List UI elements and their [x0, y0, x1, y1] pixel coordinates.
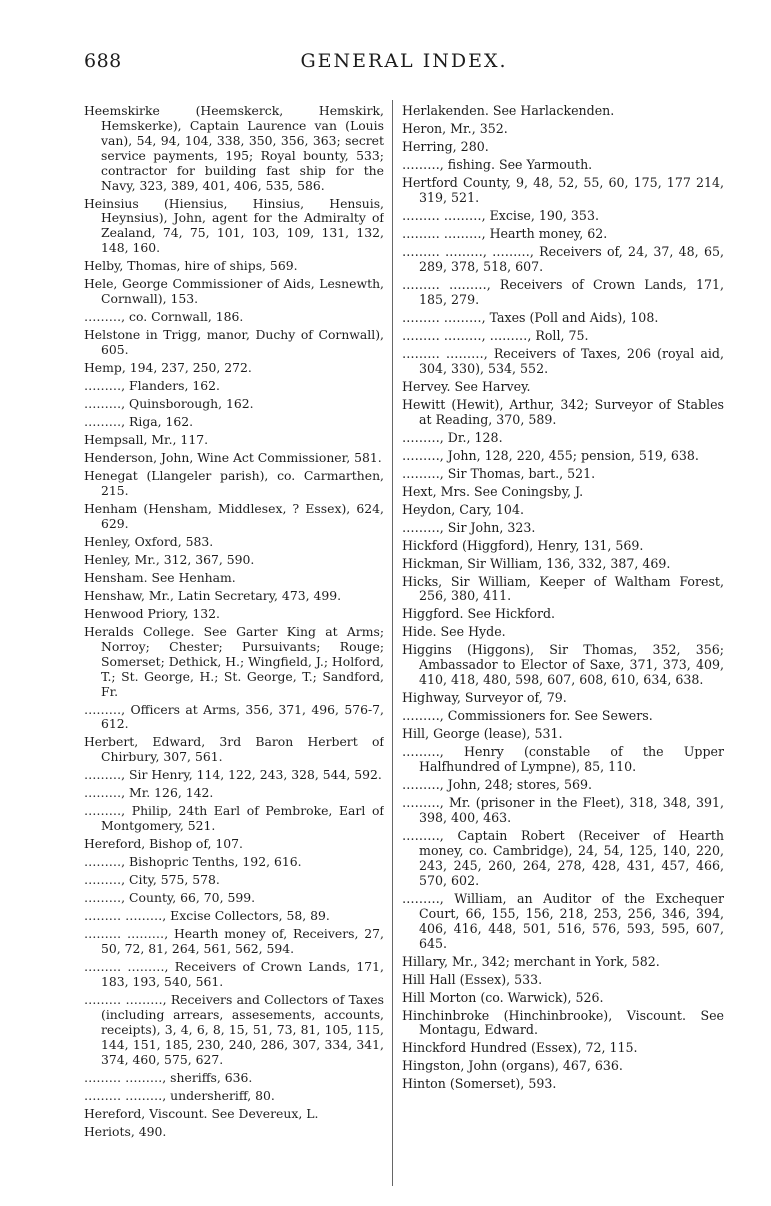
index-entry: Henwood Priory, 132.: [84, 605, 220, 621]
index-entry: ………, co. Cornwall, 186.: [84, 309, 244, 325]
page-header: [84, 50, 724, 80]
index-entry: Hext, Mrs. See Coningsby, J.: [402, 483, 584, 499]
index-entry: ………, Mr. 126, 142.: [84, 785, 214, 801]
page-title: GENERAL INDEX.: [300, 50, 508, 72]
index-entry: Hill Morton (co. Warwick), 526.: [402, 989, 604, 1005]
index-entry: Henshaw, Mr., Latin Secretary, 473, 499.: [84, 587, 342, 603]
index-entry: ……… ………, ………, Roll, 75.: [402, 327, 589, 343]
index-entry: ……… ………, Excise, 190, 353.: [402, 207, 599, 223]
index-entry: ………, Quinsborough, 162.: [84, 396, 254, 412]
index-entry: Henderson, John, Wine Act Commissioner, 581.: [84, 450, 382, 466]
index-entry: Henley, Oxford, 583.: [84, 533, 214, 549]
index-entry: ………, Commissioners for. See Sewers.: [402, 708, 653, 724]
index-entry: ………, Henry (constable of the Upper Halfhundred of Lympne), 85, 110.: [402, 744, 724, 775]
index-entry: Herring, 280.: [402, 139, 489, 154]
index-entry: Herlakenden. See Harlackenden.: [402, 104, 615, 118]
index-entry: ………, City, 575, 578.: [84, 872, 220, 888]
index-entry: Hensham. See Henham.: [84, 569, 236, 585]
index-entry: Hertford County, 9, 48, 52, 55, 60, 175, 177 214, 319, 521.: [402, 175, 724, 205]
index-entry: ………, Bishopric Tenths, 192, 616.: [84, 854, 302, 870]
index-entry: ……… ………, Receivers of Taxes, 206 (royal aid, 304, 330), 534, 552.: [402, 345, 724, 376]
index-entry: ………, Captain Robert (Receiver of Hearth money, co. Cambridge), 24, 54, 125, 140, 220, 243, 245, 260, 264, 278, 428, 431, 457, 466, 570, 602.: [402, 828, 724, 888]
index-entry: Hervey. See Harvey.: [402, 378, 531, 394]
index-entry: Hill Hall (Essex), 533.: [402, 971, 543, 987]
index-entry: ………, Officers at Arms, 356, 371, 496, 576-7, 612.: [84, 701, 384, 732]
index-entry: ………, Mr. (prisoner in the Fleet), 318, 348, 391, 398, 400, 463.: [402, 795, 724, 826]
index-entry: ………, Sir Thomas, bart., 521.: [402, 465, 596, 481]
index-entry: Hingston, John (organs), 467, 636.: [402, 1058, 623, 1074]
index-entry: Highway, Surveyor of, 79.: [402, 690, 567, 706]
index-entry: Hill, George (lease), 531.: [402, 726, 563, 742]
index-entry: ………, Riga, 162.: [84, 414, 194, 430]
index-entry: Hele, George Commissioner of Aids, Lesnewth, Cornwall), 153.: [84, 276, 384, 307]
index-entry: Helby, Thomas, hire of ships, 569.: [84, 258, 298, 274]
index-entry: Hide. See Hyde.: [402, 624, 506, 640]
index-entry: ………, Sir Henry, 114, 122, 243, 328, 544, 592.: [84, 767, 382, 783]
index-entry: Hewitt (Hewit), Arthur, 342; Surveyor of Stables at Reading, 370, 589.: [402, 396, 724, 427]
index-entry: ……… ………, Excise Collectors, 58, 89.: [84, 908, 330, 924]
index-entry: ……… ………, Receivers and Collectors of Taxes (including arrears, assesements, accounts, receipts), 3, 4, 6, 8, 15, 51, 73, 81, 105, 115, 144, 151, 185, 230, 240, 286, 307, 334, 341, 374, 460, 575, 627.: [84, 992, 384, 1067]
index-entry: Heriots, 490.: [84, 1123, 167, 1139]
index-entry: Henley, Mr., 312, 367, 590.: [84, 551, 255, 567]
index-entry: ……… ………, Hearth money of, Receivers, 27, 50, 72, 81, 264, 561, 562, 594.: [84, 926, 384, 957]
index-entry: Hempsall, Mr., 117.: [84, 432, 209, 448]
index-entry: Hereford, Bishop of, 107.: [84, 836, 243, 852]
index-entry: ……… ………, ………, Receivers of, 24, 37, 48, 65, 289, 378, 518, 607.: [402, 243, 724, 274]
index-entry: Hinchinbroke (Hinchinbrooke), Viscount. See Montagu, Edward.: [402, 1007, 724, 1038]
index-entry: Heralds College. See Garter King at Arms; Norroy; Chester; Pursuivants; Rouge; Somerset; Dethick, H.; Wingfield, J.; Holford, T.; St. George, H.; St. George, T.; Sandford, Fr.: [84, 623, 384, 699]
index-entry: ……… ………, Receivers of Crown Lands, 171, 183, 193, 540, 561.: [84, 959, 384, 990]
index-entry: Hinckford Hundred (Essex), 72, 115.: [402, 1040, 638, 1056]
index-entry: Higgins (Higgons), Sir Thomas, 352, 356; Ambassador to Elector of Saxe, 371, 373, 409, 410, 418, 480, 598, 607, 608, 610, 634, 638.: [402, 642, 724, 688]
index-column-right: [402, 104, 724, 1184]
index-entry: Herbert, Edward, 3rd Baron Herbert of Chirbury, 307, 561.: [84, 734, 384, 765]
index-entry: Hicks, Sir William, Keeper of Waltham Forest, 256, 380, 411.: [402, 573, 724, 604]
index-entry: Helstone in Trigg, manor, Duchy of Cornwall), 605.: [84, 327, 384, 358]
index-entry: Heydon, Cary, 104.: [402, 501, 524, 517]
index-entry: Hereford, Viscount. See Devereux, L.: [84, 1105, 319, 1121]
index-entry: Heinsius (Hiensius, Hinsius, Hensuis, Heynsius), John, agent for the Admiralty of Zealand, 74, 75, 101, 103, 109, 131, 132, 148, 160.: [84, 195, 384, 256]
index-entry: Hinton (Somerset), 593.: [402, 1076, 557, 1092]
index-entry: Henham (Hensham, Middlesex, ? Essex), 624, 629.: [84, 500, 384, 531]
index-entry: ………, John, 128, 220, 455; pension, 519, 638.: [402, 447, 699, 463]
page-number: 688: [84, 50, 122, 72]
index-entry: ……… ………, Taxes (Poll and Aids), 108.: [402, 309, 659, 325]
index-entry: ………, William, an Auditor of the Exchequer Court, 66, 155, 156, 218, 253, 256, 346, 394, 406, 416, 448, 501, 516, 576, 593, 595, 607, 645.: [402, 890, 724, 951]
index-entry: ……… ………, sheriffs, 636.: [84, 1069, 253, 1085]
index-entry: ………, Dr., 128.: [402, 429, 503, 445]
column-divider: [392, 100, 393, 1186]
index-entry: Hemp, 194, 237, 250, 272.: [84, 360, 252, 376]
index-entry: ……… ………, Hearth money, 62.: [402, 225, 608, 241]
index-entry: ………, John, 248; stores, 569.: [402, 777, 593, 793]
index-entry: ………, County, 66, 70, 599.: [84, 890, 256, 906]
index-entry: Heemskirke (Heemskerck, Hemskirk, Hemskerke), Captain Laurence van (Louis van), 54, 94, 104, 338, 350, 356, 363; secret service payments, 195; Royal bounty, 533; contractor for building fast ship for the Navy, 323, 389, 401, 406, 535, 586.: [84, 104, 384, 193]
index-entry: ………, Flanders, 162.: [84, 378, 220, 394]
index-entry: Higgford. See Hickford.: [402, 606, 556, 622]
index-entry: ………, Philip, 24th Earl of Pembroke, Earl of Montgomery, 521.: [84, 803, 384, 834]
index-entry: ………, fishing. See Yarmouth.: [402, 157, 593, 172]
index-entry: Hillary, Mr., 342; merchant in York, 582.: [402, 953, 660, 969]
index-entry: Hickford (Higgford), Henry, 131, 569.: [402, 537, 644, 553]
index-entry: Hickman, Sir William, 136, 332, 387, 469.: [402, 555, 671, 571]
index-entry: ………, Sir John, 323.: [402, 519, 536, 535]
index-entry: Heron, Mr., 352.: [402, 121, 508, 136]
index-entry: ……… ………, undersheriff, 80.: [84, 1087, 275, 1103]
index-column-left: [84, 104, 384, 1184]
index-entry: Henegat (Llangeler parish), co. Carmarthen, 215.: [84, 468, 384, 498]
index-entry: ……… ………, Receivers of Crown Lands, 171, 185, 279.: [402, 276, 724, 307]
